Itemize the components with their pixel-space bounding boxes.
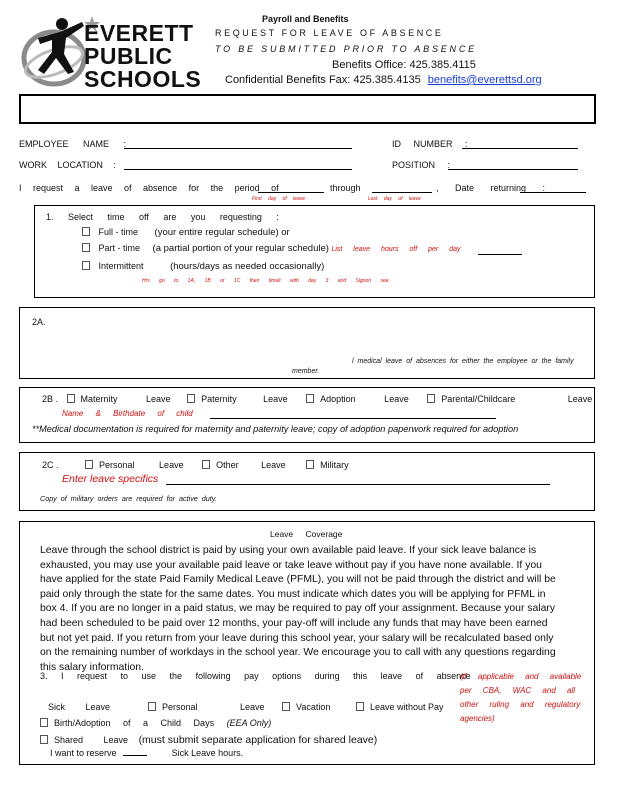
full-time-label: Full - time	[98, 227, 139, 237]
adoption-checkbox[interactable]	[306, 394, 314, 403]
through-label: through	[330, 183, 361, 193]
reserve-suffix: Sick Leave hours.	[171, 748, 244, 758]
form-title: Payroll and Benefits	[262, 14, 349, 24]
maternity-checkbox[interactable]	[67, 394, 75, 403]
section-2b-label: 2B .	[42, 394, 59, 404]
benefits-office-phone: Benefits Office: 425.385.4115	[332, 59, 476, 71]
vacation-label: Vacation	[296, 702, 331, 712]
section-2c-label: 2C .	[42, 460, 59, 470]
parental-label: Parental/Childcare Leave	[441, 394, 593, 404]
without-pay-checkbox[interactable]	[356, 702, 364, 711]
date-returning-field[interactable]	[520, 192, 586, 193]
form-subtitle-1: REQUEST FOR LEAVE OF ABSENCE	[215, 28, 444, 38]
pay-options-note-text: (if applicable and available per CBA, WAC and all other ruling and regulatory agencies)	[460, 672, 582, 723]
medical-doc-note: **Medical documentation is required for maternity and paternity leave; copy of adoption paperwork required for adoption	[32, 424, 519, 434]
sick-leave-option[interactable]	[48, 702, 110, 712]
part-time-option[interactable]	[82, 243, 461, 254]
paternity-label: Paternity Leave	[201, 394, 288, 404]
military-orders-note: Copy of military orders are required for active duty.	[40, 494, 217, 503]
sick-leave-label: Sick Leave	[48, 702, 111, 712]
vacation-checkbox[interactable]	[282, 702, 290, 711]
last-day-field[interactable]	[372, 192, 432, 193]
personal-pay-label: Personal Leave	[162, 702, 265, 712]
position-label: POSITION :	[392, 160, 451, 170]
section-2a-label: 2A.	[32, 317, 46, 327]
id-number-label: ID NUMBER :	[392, 139, 468, 149]
shared-leave-checkbox[interactable]	[40, 735, 48, 744]
last-day-hint: Last day of leave	[368, 196, 421, 202]
without-pay-option[interactable]	[356, 702, 444, 712]
district-logo	[18, 14, 202, 92]
benefits-email-link[interactable]: benefits@everettsd.org	[427, 74, 542, 86]
employee-name-label: EMPLOYEE NAME :	[19, 139, 127, 149]
logo-text-line3: SCHOOLS	[84, 66, 202, 92]
name-birthdate-field[interactable]	[210, 418, 496, 419]
coverage-heading: Leave Coverage	[270, 529, 343, 539]
maternity-label: Maternity Leave	[80, 394, 171, 404]
birth-adoption-checkbox[interactable]	[40, 718, 48, 727]
logo-text-line2: PUBLIC	[84, 43, 173, 69]
without-pay-label: Leave without Pay	[370, 702, 444, 712]
first-day-hint: First day of leave	[252, 196, 306, 202]
request-period-label: I request a leave of absence for the period of	[19, 183, 279, 193]
full-time-checkbox[interactable]	[82, 227, 90, 236]
parental-checkbox[interactable]	[427, 394, 435, 403]
reserve-prefix: I want to reserve	[50, 748, 117, 758]
first-day-field[interactable]	[258, 192, 324, 193]
intermittent-desc: (hours/days as needed occasionally)	[170, 261, 325, 272]
other-leave-checkbox[interactable]	[202, 460, 210, 469]
reserve-line	[50, 748, 243, 758]
section-2c-options	[42, 460, 349, 470]
other-leave-label: Other Leave	[216, 460, 286, 470]
birth-adoption-label: Birth/Adoption of a Child Days	[54, 718, 215, 728]
date-returning-label: , Date returning :	[436, 183, 546, 193]
work-location-label: WORK LOCATION :	[19, 160, 116, 170]
employee-name-field[interactable]	[124, 148, 352, 149]
full-time-option[interactable]	[82, 227, 290, 238]
logo-text-line1: EVERETT	[84, 20, 194, 46]
section-1-heading: 1. Select time off are you requesting :	[46, 212, 279, 222]
birth-adoption-note: (EEA Only)	[226, 718, 272, 728]
personal-pay-checkbox[interactable]	[148, 702, 156, 711]
birth-adoption-option[interactable]	[40, 718, 271, 728]
intermittent-option[interactable]	[82, 261, 324, 272]
coverage-paragraph: Leave through the school district is paid by using your own available paid leave. If your sick leave balance is exhausted, you may use your available paid leave or take leave without pay if you have none available. If you have applied for the state Paid Family Medical Leave (PFML), you will not be paid through the district and will be paid only through the state for the same dates. You must indicate which dates you will be applying for PFML in box 4. If you are no longer in a paid status, we may be required to pay off your assignment. Because your salary had been scheduled to be paid over 12 months, your pay-off will include any funds that may have been earned but not yet paid. If you return from your leave during this school year, your salary will be recalculated based only on the remaining number of workdays in the school year. We encourage you to call with any questions regarding this salary information.	[40, 545, 556, 673]
military-label: Military	[320, 460, 349, 470]
id-number-field[interactable]	[462, 148, 578, 149]
leave-specifics-field[interactable]	[166, 484, 550, 485]
name-birthdate-label: Name & Birthdate of child	[62, 409, 193, 418]
top-entry-box[interactable]	[19, 94, 596, 124]
section-2b-options	[42, 394, 592, 404]
vacation-option[interactable]	[282, 702, 330, 712]
intermittent-note: Hrs go to 1A, 1B or 1C their timeli with day 3 and Signori see.	[142, 278, 390, 284]
intermittent-label: Intermittent	[98, 261, 144, 271]
part-time-hours-field[interactable]	[478, 254, 522, 255]
section-2a-note-2: member.	[292, 368, 320, 375]
position-field[interactable]	[448, 169, 578, 170]
full-time-desc: (your entire regular schedule) or	[154, 227, 290, 238]
paternity-checkbox[interactable]	[187, 394, 195, 403]
personal-pay-option[interactable]	[148, 702, 265, 712]
form-subtitle-2: TO BE SUBMITTED PRIOR TO ABSENCE	[215, 44, 477, 54]
fax-text: Confidential Benefits Fax: 425.385.4135	[225, 74, 421, 86]
benefits-fax	[225, 74, 542, 86]
personal-leave-label: Personal Leave	[99, 460, 184, 470]
work-location-field[interactable]	[124, 169, 352, 170]
military-checkbox[interactable]	[306, 460, 314, 469]
personal-leave-checkbox[interactable]	[85, 460, 93, 469]
adoption-label: Adoption Leave	[320, 394, 409, 404]
shared-leave-note: (must submit separate application for shared leave)	[138, 734, 378, 746]
part-time-desc: (a partial portion of your regular schedule)	[152, 243, 329, 254]
pay-options-line: 3. I request to use the following pay options during this leave of absence	[40, 671, 471, 681]
part-time-label: Part - time	[98, 243, 141, 253]
leave-specifics-label: Enter leave specifics	[62, 473, 159, 485]
part-time-checkbox[interactable]	[82, 243, 90, 252]
reserve-hours-field[interactable]	[123, 755, 147, 756]
shared-leave-label: Shared Leave	[54, 735, 129, 745]
intermittent-checkbox[interactable]	[82, 261, 90, 270]
section-2a-note: l medical leave of absences for either the employee or the family	[352, 358, 574, 365]
part-time-hours-hint: List leave hours off per day	[331, 246, 461, 253]
shared-leave-option[interactable]	[40, 734, 377, 746]
